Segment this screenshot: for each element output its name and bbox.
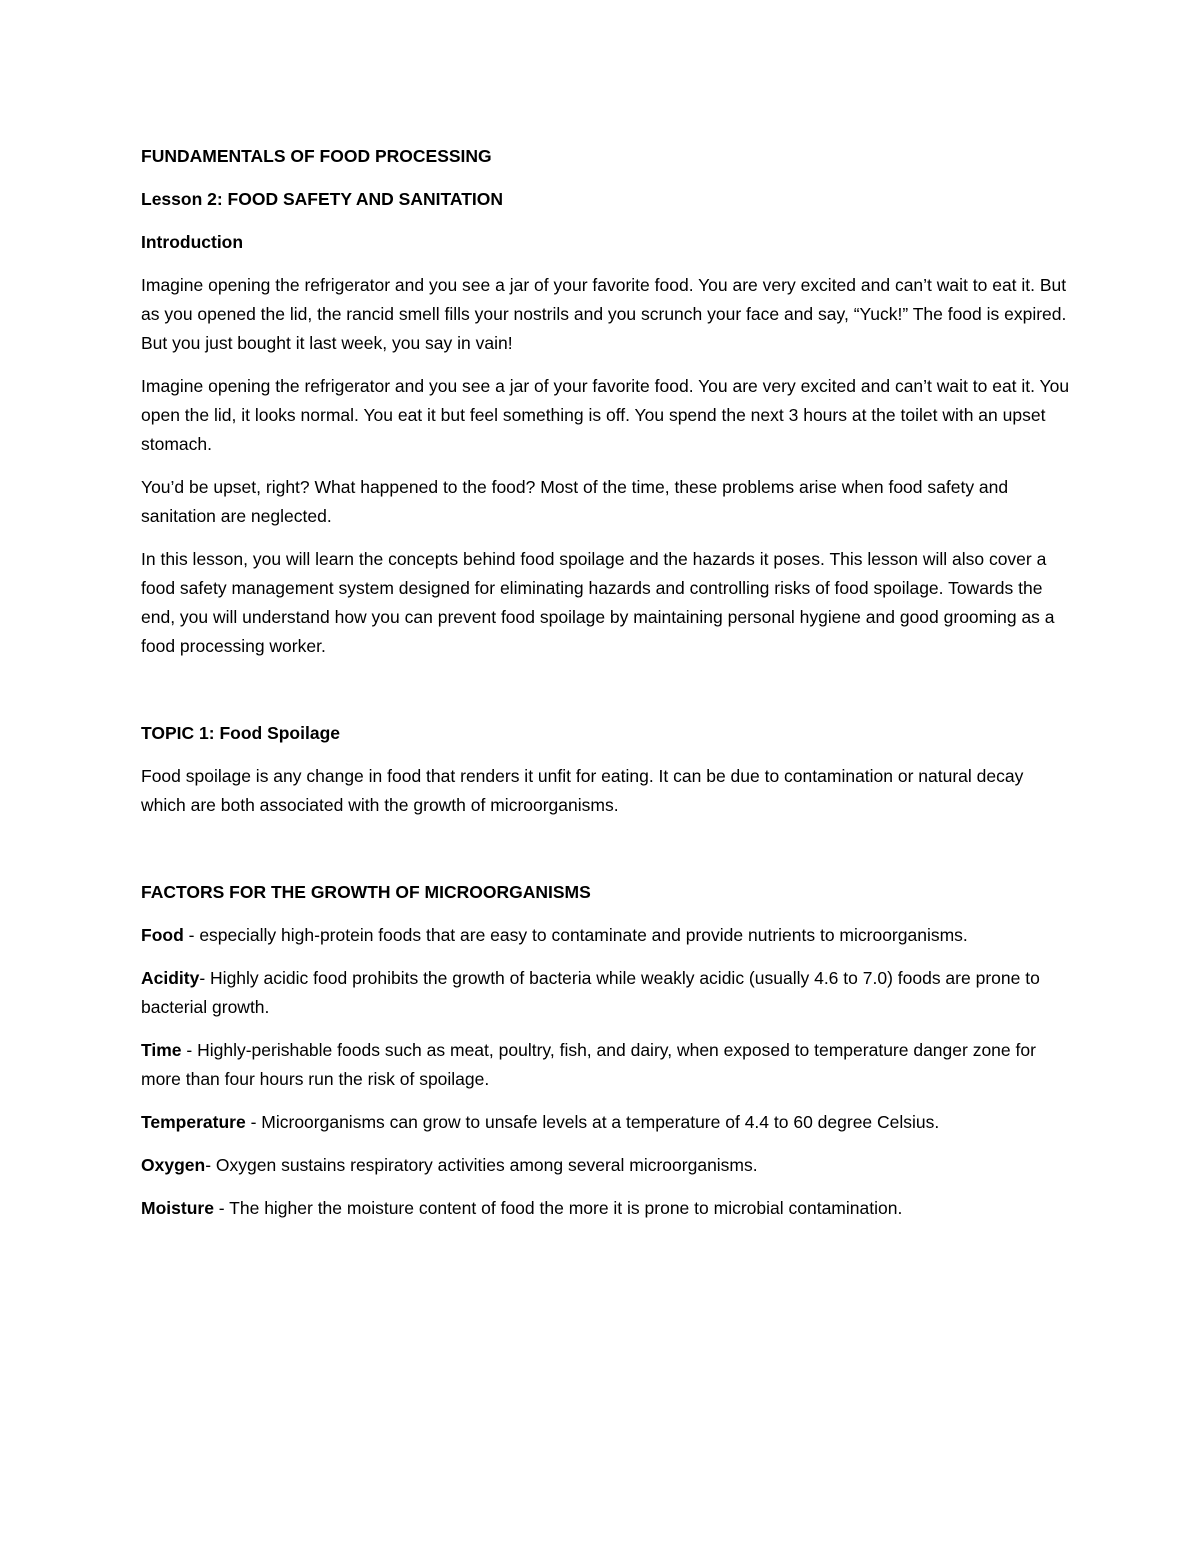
spacer [141, 675, 1071, 719]
factor-term: Acidity [141, 968, 200, 988]
lesson-title: Lesson 2: FOOD SAFETY AND SANITATION [141, 189, 504, 209]
factor-term: Food [141, 925, 184, 945]
intro-paragraph: In this lesson, you will learn the concepts behind food spoilage and the hazards it poses. This lesson will also cover a food safety management system designed for eliminating hazards and controlling risks of food spoilage. Towards the end, you will understand how you can prevent food spoilage by maintaining personal hygiene and good grooming as a food processing worker. [141, 549, 1055, 656]
factor-description: - The higher the moisture content of food the more it is prone to microbial contamination. [213, 1198, 903, 1218]
factor-description: - Oxygen sustains respiratory activities among several microorganisms. [205, 1155, 758, 1175]
factor-term: Temperature [141, 1112, 246, 1132]
factor-term: Moisture [141, 1198, 214, 1218]
intro-paragraph: Imagine opening the refrigerator and you see a jar of your favorite food. You are very excited and can’t wait to eat it. You open the lid, it looks normal. You eat it but feel something is off. You spend the next 3 hours at the toilet with an upset stomach. [141, 376, 1070, 454]
factor-term: Time [141, 1040, 182, 1060]
factor-description: - Highly acidic food prohibits the growth of bacteria while weakly acidic (usually 4.6 to 7.0) foods are prone to bacterial growth. [141, 968, 1040, 1017]
document-title: FUNDAMENTALS OF FOOD PROCESSING [141, 146, 492, 166]
factor-item [141, 1108, 1071, 1137]
factors-heading: FACTORS FOR THE GROWTH OF MICROORGANISMS [141, 882, 591, 902]
spacer [141, 834, 1071, 878]
factor-item [141, 964, 1071, 1022]
document-page [141, 142, 1071, 1237]
topic1-heading: TOPIC 1: Food Spoilage [141, 723, 340, 743]
factor-item [141, 1194, 1071, 1223]
intro-paragraph: Imagine opening the refrigerator and you see a jar of your favorite food. You are very excited and can’t wait to eat it. But as you opened the lid, the rancid smell fills your nostrils and you scrunch your face and say, “Yuck!” The food is expired. But you just bought it last week, you say in vain! [141, 275, 1067, 353]
factor-description: - especially high-protein foods that are easy to contaminate and provide nutrients to microorganisms. [183, 925, 968, 945]
factor-description: - Microorganisms can grow to unsafe levels at a temperature of 4.4 to 60 degree Celsius. [245, 1112, 940, 1132]
intro-paragraph: You’d be upset, right? What happened to the food? Most of the time, these problems arise when food safety and sanitation are neglected. [141, 477, 1009, 526]
topic1-paragraph: Food spoilage is any change in food that renders it unfit for eating. It can be due to contamination or natural decay which are both associated with the growth of microorganisms. [141, 766, 1024, 815]
factor-item [141, 1151, 1071, 1180]
factor-term: Oxygen [141, 1155, 206, 1175]
factor-item [141, 1036, 1071, 1094]
intro-heading: Introduction [141, 232, 244, 252]
factor-item [141, 921, 1071, 950]
factor-description: - Highly-perishable foods such as meat, poultry, fish, and dairy, when exposed to temperature danger zone for more than four hours run the risk of spoilage. [141, 1040, 1036, 1089]
